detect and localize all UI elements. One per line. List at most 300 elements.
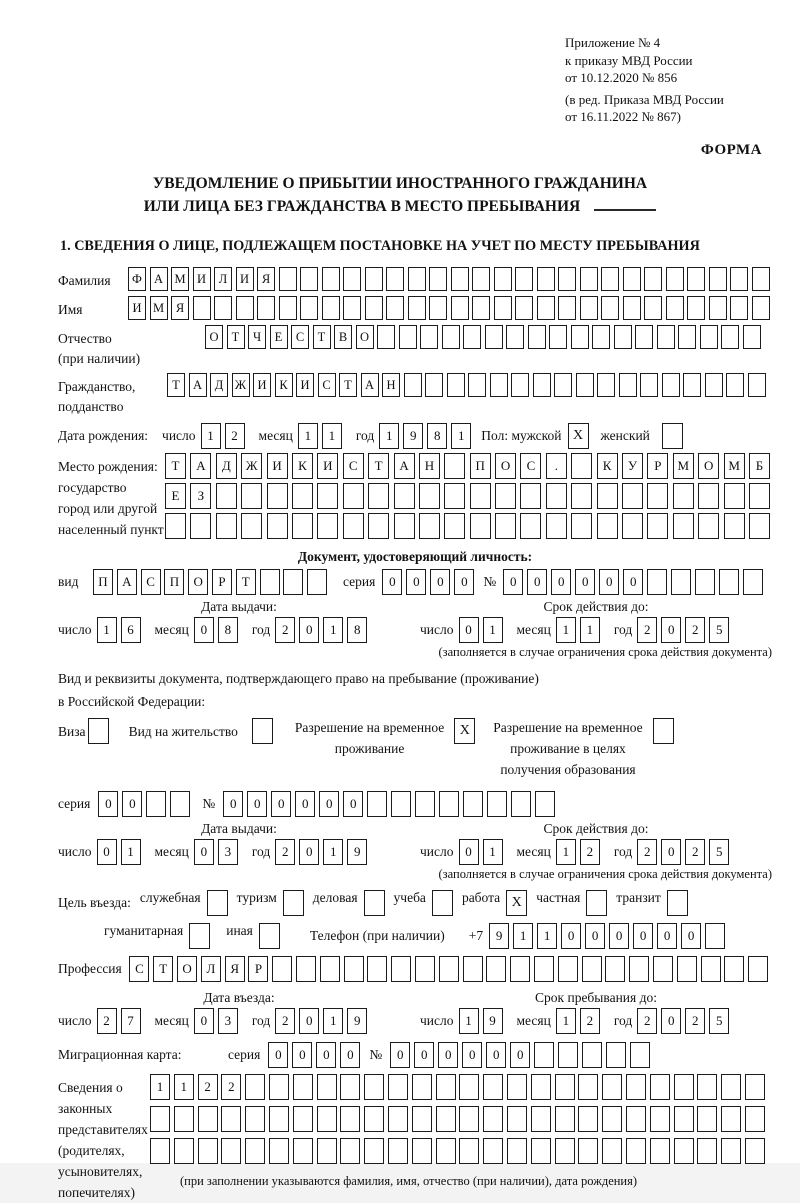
char-cell[interactable]: 5 [709,1008,729,1034]
char-cell[interactable]: П [470,453,491,479]
char-cell[interactable] [506,325,524,349]
purpose-option-checkbox[interactable] [259,923,280,949]
char-cell[interactable] [439,791,459,817]
char-cell[interactable]: 8 [218,617,238,643]
char-cell[interactable]: 1 [459,1008,479,1034]
visa-checkbox[interactable] [88,718,109,744]
char-cell[interactable] [749,483,770,509]
char-cell[interactable] [216,513,237,539]
char-cell[interactable] [697,1074,717,1100]
char-cell[interactable] [404,373,422,397]
char-cell[interactable]: 0 [194,839,214,865]
char-cell[interactable] [307,569,327,595]
char-cell[interactable] [391,956,411,982]
char-cell[interactable]: 7 [121,1008,141,1034]
char-cell[interactable] [269,1074,289,1100]
char-cell[interactable]: 9 [347,839,367,865]
char-cell[interactable] [709,267,727,291]
char-cell[interactable] [752,267,770,291]
char-cell[interactable] [698,483,719,509]
char-cell[interactable] [619,373,637,397]
char-cell[interactable] [272,956,292,982]
char-cell[interactable]: О [205,325,223,349]
char-cell[interactable] [721,1106,741,1132]
char-cell[interactable]: 1 [537,923,557,949]
char-cell[interactable] [743,325,761,349]
char-cell[interactable]: А [361,373,379,397]
char-cell[interactable]: 0 [299,617,319,643]
char-cell[interactable] [245,1138,265,1164]
char-cell[interactable]: Ж [241,453,262,479]
char-cell[interactable] [283,569,303,595]
char-cell[interactable]: 0 [503,569,523,595]
char-cell[interactable] [743,569,763,595]
char-cell[interactable] [368,513,389,539]
char-cell[interactable]: 0 [98,791,118,817]
char-cell[interactable]: 0 [271,791,291,817]
char-cell[interactable] [730,296,748,320]
char-cell[interactable] [555,1074,575,1100]
char-cell[interactable] [399,325,417,349]
char-cell[interactable] [419,483,440,509]
char-cell[interactable] [554,373,572,397]
char-cell[interactable] [701,956,721,982]
char-cell[interactable] [444,513,465,539]
char-cell[interactable] [442,325,460,349]
char-cell[interactable] [415,791,435,817]
char-cell[interactable] [597,483,618,509]
char-cell[interactable] [606,1042,626,1068]
char-cell[interactable] [602,1138,622,1164]
char-cell[interactable]: 0 [527,569,547,595]
char-cell[interactable]: Ж [232,373,250,397]
char-cell[interactable] [221,1106,241,1132]
char-cell[interactable] [439,956,459,982]
char-cell[interactable]: С [141,569,161,595]
char-cell[interactable] [420,325,438,349]
char-cell[interactable] [300,267,318,291]
char-cell[interactable] [343,483,364,509]
char-cell[interactable]: И [128,296,146,320]
char-cell[interactable] [317,513,338,539]
char-cell[interactable] [520,513,541,539]
char-cell[interactable]: Л [201,956,221,982]
char-cell[interactable] [269,1106,289,1132]
char-cell[interactable]: 0 [661,1008,681,1034]
char-cell[interactable] [752,296,770,320]
char-cell[interactable]: 3 [218,1008,238,1034]
char-cell[interactable]: 0 [486,1042,506,1068]
char-cell[interactable] [748,956,768,982]
char-cell[interactable] [216,483,237,509]
char-cell[interactable]: Е [165,483,186,509]
char-cell[interactable] [451,267,469,291]
char-cell[interactable] [412,1074,432,1100]
char-cell[interactable] [724,513,745,539]
char-cell[interactable]: Д [216,453,237,479]
char-cell[interactable]: 1 [379,423,399,449]
char-cell[interactable] [687,296,705,320]
char-cell[interactable] [174,1106,194,1132]
char-cell[interactable]: Т [368,453,389,479]
char-cell[interactable]: 1 [580,617,600,643]
char-cell[interactable]: 8 [347,617,367,643]
char-cell[interactable] [683,373,701,397]
char-cell[interactable] [459,1074,479,1100]
char-cell[interactable]: А [394,453,415,479]
char-cell[interactable]: 0 [97,839,117,865]
char-cell[interactable] [700,325,718,349]
char-cell[interactable] [515,296,533,320]
char-cell[interactable]: 0 [268,1042,288,1068]
char-cell[interactable] [614,325,632,349]
char-cell[interactable] [146,791,166,817]
char-cell[interactable] [364,1074,384,1100]
char-cell[interactable] [662,373,680,397]
char-cell[interactable] [267,483,288,509]
char-cell[interactable]: Л [214,267,232,291]
char-cell[interactable] [447,373,465,397]
char-cell[interactable]: 0 [599,569,619,595]
char-cell[interactable] [322,267,340,291]
char-cell[interactable] [190,513,211,539]
char-cell[interactable] [472,296,490,320]
char-cell[interactable]: 0 [299,839,319,865]
char-cell[interactable]: Т [339,373,357,397]
char-cell[interactable] [650,1074,670,1100]
char-cell[interactable]: 1 [201,423,221,449]
char-cell[interactable]: 0 [122,791,142,817]
char-cell[interactable] [647,513,668,539]
char-cell[interactable] [317,1074,337,1100]
char-cell[interactable]: Ч [248,325,266,349]
char-cell[interactable] [198,1138,218,1164]
char-cell[interactable] [745,1074,765,1100]
char-cell[interactable] [673,483,694,509]
char-cell[interactable] [549,325,567,349]
char-cell[interactable] [365,267,383,291]
char-cell[interactable] [623,267,641,291]
char-cell[interactable]: 6 [121,617,141,643]
char-cell[interactable] [674,1074,694,1100]
char-cell[interactable] [296,956,316,982]
char-cell[interactable] [534,956,554,982]
char-cell[interactable] [510,956,530,982]
char-cell[interactable] [666,296,684,320]
char-cell[interactable]: 0 [510,1042,530,1068]
char-cell[interactable] [507,1074,527,1100]
char-cell[interactable] [558,267,576,291]
char-cell[interactable] [576,373,594,397]
char-cell[interactable]: 1 [121,839,141,865]
char-cell[interactable] [365,296,383,320]
char-cell[interactable] [463,791,483,817]
char-cell[interactable] [150,1138,170,1164]
char-cell[interactable]: 0 [390,1042,410,1068]
char-cell[interactable]: 0 [633,923,653,949]
char-cell[interactable] [150,1106,170,1132]
char-cell[interactable]: 2 [225,423,245,449]
char-cell[interactable] [463,325,481,349]
char-cell[interactable]: Ф [128,267,146,291]
char-cell[interactable]: 0 [561,923,581,949]
char-cell[interactable] [436,1106,456,1132]
char-cell[interactable] [630,1042,650,1068]
char-cell[interactable] [726,373,744,397]
char-cell[interactable] [408,267,426,291]
char-cell[interactable]: Н [382,373,400,397]
char-cell[interactable] [721,1074,741,1100]
sex-female-checkbox[interactable] [662,423,683,449]
char-cell[interactable] [483,1138,503,1164]
char-cell[interactable]: О [698,453,719,479]
char-cell[interactable] [644,267,662,291]
char-cell[interactable]: О [495,453,516,479]
char-cell[interactable] [170,791,190,817]
char-cell[interactable]: И [317,453,338,479]
char-cell[interactable] [472,267,490,291]
char-cell[interactable] [394,513,415,539]
char-cell[interactable] [571,483,592,509]
char-cell[interactable] [709,296,727,320]
char-cell[interactable] [515,267,533,291]
char-cell[interactable] [534,1042,554,1068]
char-cell[interactable]: Н [419,453,440,479]
purpose-option-checkbox[interactable] [283,890,304,916]
char-cell[interactable] [657,325,675,349]
char-cell[interactable] [344,956,364,982]
char-cell[interactable]: 1 [323,839,343,865]
char-cell[interactable] [444,483,465,509]
char-cell[interactable]: 9 [483,1008,503,1034]
char-cell[interactable] [531,1138,551,1164]
purpose-option-checkbox[interactable] [586,890,607,916]
char-cell[interactable]: Б [749,453,770,479]
char-cell[interactable] [673,513,694,539]
char-cell[interactable] [367,956,387,982]
char-cell[interactable] [520,483,541,509]
char-cell[interactable] [721,325,739,349]
char-cell[interactable] [490,373,508,397]
char-cell[interactable] [578,1074,598,1100]
char-cell[interactable] [528,325,546,349]
char-cell[interactable]: 2 [685,839,705,865]
char-cell[interactable] [483,1074,503,1100]
purpose-option-checkbox[interactable] [432,890,453,916]
char-cell[interactable]: И [267,453,288,479]
char-cell[interactable] [343,513,364,539]
char-cell[interactable]: В [334,325,352,349]
char-cell[interactable]: 5 [709,839,729,865]
char-cell[interactable] [531,1106,551,1132]
char-cell[interactable]: 0 [681,923,701,949]
char-cell[interactable]: 0 [575,569,595,595]
char-cell[interactable] [293,1138,313,1164]
char-cell[interactable]: 2 [580,1008,600,1034]
char-cell[interactable] [674,1106,694,1132]
char-cell[interactable] [494,267,512,291]
char-cell[interactable] [412,1138,432,1164]
residence-permit-checkbox[interactable] [252,718,273,744]
char-cell[interactable]: 1 [483,839,503,865]
char-cell[interactable] [650,1106,670,1132]
char-cell[interactable] [555,1138,575,1164]
char-cell[interactable]: А [150,267,168,291]
char-cell[interactable] [459,1138,479,1164]
char-cell[interactable]: И [193,267,211,291]
char-cell[interactable] [546,483,567,509]
char-cell[interactable]: 0 [194,1008,214,1034]
char-cell[interactable]: 1 [451,423,471,449]
char-cell[interactable]: 0 [430,569,450,595]
char-cell[interactable] [415,956,435,982]
char-cell[interactable]: Т [227,325,245,349]
char-cell[interactable] [245,1074,265,1100]
char-cell[interactable] [368,483,389,509]
char-cell[interactable]: 0 [316,1042,336,1068]
char-cell[interactable] [687,267,705,291]
char-cell[interactable]: А [190,453,211,479]
char-cell[interactable] [626,1138,646,1164]
char-cell[interactable]: 0 [609,923,629,949]
char-cell[interactable]: 0 [194,617,214,643]
char-cell[interactable] [260,569,280,595]
char-cell[interactable]: М [150,296,168,320]
char-cell[interactable] [748,373,766,397]
char-cell[interactable] [317,1138,337,1164]
char-cell[interactable]: С [520,453,541,479]
char-cell[interactable] [221,1138,241,1164]
char-cell[interactable] [582,1042,602,1068]
char-cell[interactable] [578,1138,598,1164]
char-cell[interactable] [511,373,529,397]
char-cell[interactable] [580,296,598,320]
char-cell[interactable]: С [343,453,364,479]
char-cell[interactable]: 1 [323,617,343,643]
char-cell[interactable]: 1 [150,1074,170,1100]
char-cell[interactable] [571,453,592,479]
char-cell[interactable]: 0 [406,569,426,595]
char-cell[interactable] [214,296,232,320]
char-cell[interactable] [267,513,288,539]
char-cell[interactable]: 0 [343,791,363,817]
char-cell[interactable]: К [275,373,293,397]
char-cell[interactable] [602,1106,622,1132]
char-cell[interactable] [495,513,516,539]
char-cell[interactable] [666,267,684,291]
char-cell[interactable] [343,267,361,291]
char-cell[interactable] [436,1074,456,1100]
char-cell[interactable] [470,483,491,509]
char-cell[interactable] [511,791,531,817]
char-cell[interactable]: 1 [556,839,576,865]
char-cell[interactable] [340,1106,360,1132]
char-cell[interactable]: 0 [223,791,243,817]
char-cell[interactable] [730,267,748,291]
purpose-option-checkbox[interactable] [207,890,228,916]
char-cell[interactable] [507,1106,527,1132]
char-cell[interactable]: 2 [275,1008,295,1034]
char-cell[interactable] [558,1042,578,1068]
char-cell[interactable] [745,1138,765,1164]
char-cell[interactable]: 9 [489,923,509,949]
char-cell[interactable] [293,1106,313,1132]
char-cell[interactable]: 2 [580,839,600,865]
char-cell[interactable]: 2 [221,1074,241,1100]
char-cell[interactable] [340,1138,360,1164]
char-cell[interactable] [647,483,668,509]
char-cell[interactable]: 2 [685,617,705,643]
char-cell[interactable] [558,296,576,320]
char-cell[interactable] [468,373,486,397]
char-cell[interactable] [629,956,649,982]
char-cell[interactable] [322,296,340,320]
char-cell[interactable] [677,956,697,982]
char-cell[interactable]: Т [167,373,185,397]
char-cell[interactable]: 0 [661,839,681,865]
char-cell[interactable] [320,956,340,982]
char-cell[interactable] [483,1106,503,1132]
char-cell[interactable] [602,1074,622,1100]
char-cell[interactable] [745,1106,765,1132]
char-cell[interactable]: 1 [556,1008,576,1034]
char-cell[interactable]: 0 [459,617,479,643]
char-cell[interactable] [698,513,719,539]
char-cell[interactable] [653,956,673,982]
char-cell[interactable]: Я [225,956,245,982]
char-cell[interactable]: У [622,453,643,479]
char-cell[interactable] [367,791,387,817]
char-cell[interactable] [436,1138,456,1164]
char-cell[interactable] [343,296,361,320]
temp-permit-edu-checkbox[interactable] [653,718,674,744]
char-cell[interactable] [193,296,211,320]
char-cell[interactable]: 0 [551,569,571,595]
char-cell[interactable] [644,296,662,320]
char-cell[interactable]: 1 [322,423,342,449]
char-cell[interactable]: Е [270,325,288,349]
char-cell[interactable]: 0 [462,1042,482,1068]
char-cell[interactable] [535,791,555,817]
char-cell[interactable]: Р [248,956,268,982]
char-cell[interactable] [578,1106,598,1132]
char-cell[interactable]: 0 [295,791,315,817]
char-cell[interactable] [507,1138,527,1164]
char-cell[interactable]: 0 [657,923,677,949]
char-cell[interactable]: 2 [275,617,295,643]
char-cell[interactable]: 0 [414,1042,434,1068]
char-cell[interactable] [241,483,262,509]
char-cell[interactable]: 0 [382,569,402,595]
char-cell[interactable] [292,483,313,509]
char-cell[interactable]: 8 [427,423,447,449]
char-cell[interactable] [605,956,625,982]
char-cell[interactable]: М [673,453,694,479]
char-cell[interactable]: 3 [218,839,238,865]
char-cell[interactable]: 1 [513,923,533,949]
char-cell[interactable]: Т [236,569,256,595]
char-cell[interactable] [622,483,643,509]
char-cell[interactable]: 2 [198,1074,218,1100]
char-cell[interactable] [749,513,770,539]
char-cell[interactable] [597,513,618,539]
char-cell[interactable] [245,1106,265,1132]
char-cell[interactable] [364,1138,384,1164]
char-cell[interactable]: П [93,569,113,595]
char-cell[interactable]: 1 [97,617,117,643]
char-cell[interactable]: . [546,453,567,479]
char-cell[interactable]: Я [171,296,189,320]
